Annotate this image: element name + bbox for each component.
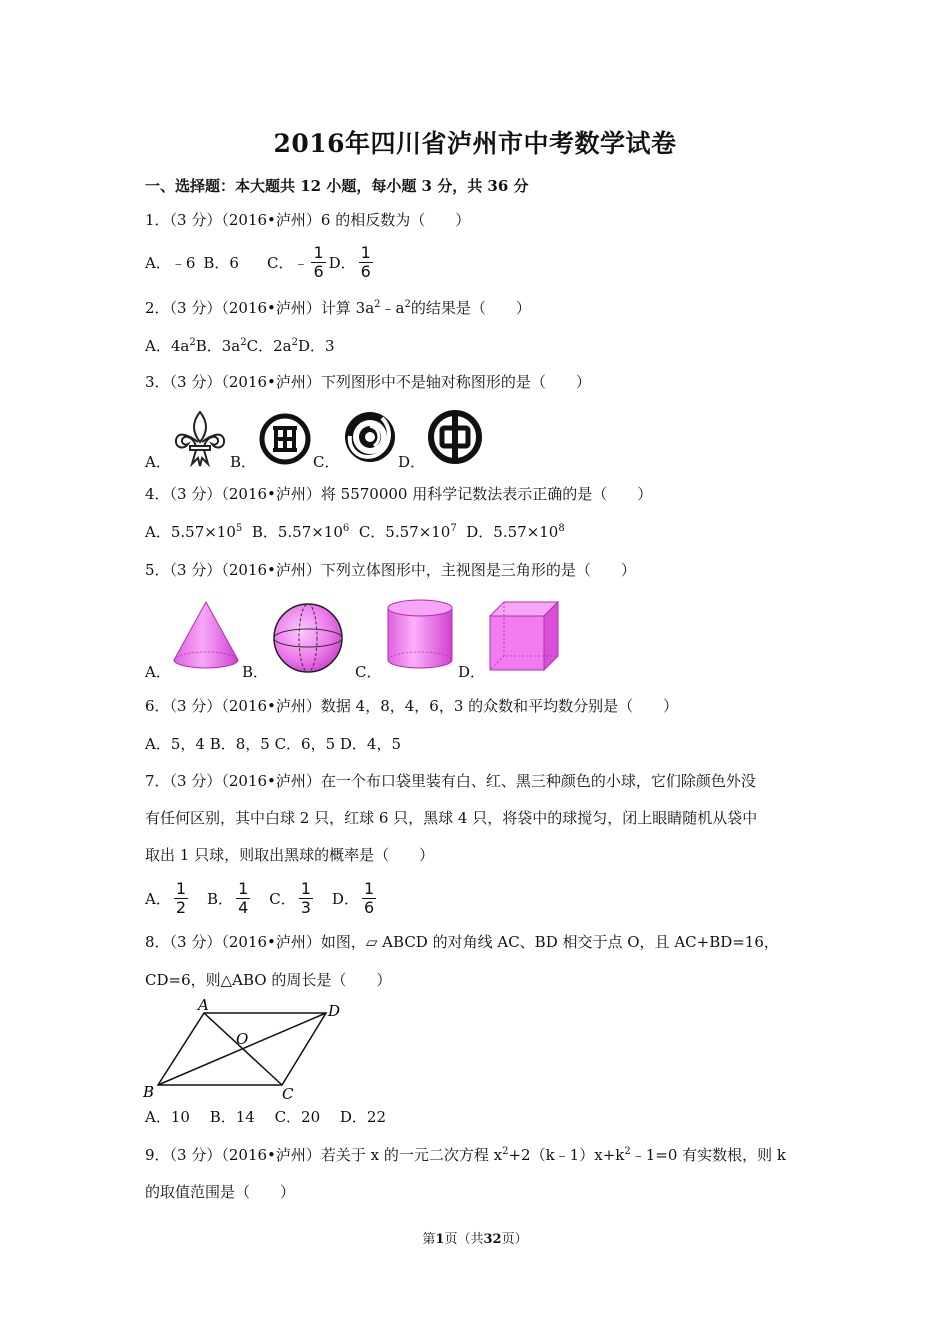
label-d: D [328,1002,341,1020]
q3-option-d: D． [398,453,426,471]
page-footer: 第1页（共32页） [422,1232,528,1247]
q7-line-2: 有任何区别，其中白球 2 只，红球 6 只，黑球 4 只，将袋中的球搅匀，闭上眼睛随机从袋中 [145,809,758,827]
q8-options: A．10 B．14 C．20 D．22 [145,1108,387,1126]
q9-line-1: 9．（3 分）（2016•泸州）若关于 x 的一元二次方程 $x^2+2(k﹣1)x+k^2﹣1=0$ 有实数根，则 k [145,1146,787,1164]
q8-line-1: 8．（3 分）（2016•泸州）如图，▱ ABCD 的对角线 AC、BD 相交于点 O，且 AC+BD=16， [145,933,779,951]
q1-option-a: A．﹣6 [145,253,196,272]
parallelogram-diagram [140,996,350,1102]
q5-option-c: C． [355,663,382,681]
page-title: 2016年四川省泸州市中考数学试卷 [273,129,677,158]
q2-stem: 2．（3 分）（2016•泸州）计算 $3a^2﹣a^2$的结果是（ ） [145,299,531,317]
q1-option-c: C．﹣ [266,253,309,272]
q7-line-1: 7．（3 分）（2016•泸州）在一个布口袋里装有白、红、黑三种颜色的小球，它们除颜色外没 [145,772,756,790]
q1-options [145,244,376,281]
q2-options: A．$4a^2B$．$3a^2C$．$2a^2D$．3 [145,337,335,355]
label-a: A [198,996,209,1014]
q1-option-b: B．6 [203,253,239,272]
q3-option-a: A． [145,453,171,471]
q1-stem: 1．（3 分）（2016•泸州）6 的相反数为（ ） [145,211,471,229]
q1-option-c-fraction: $\frac{1}{6}$ [313,243,324,281]
q1-option-d-fraction: $\frac{1}{6}$ [360,243,371,281]
q6-stem: 6．（3 分）（2016•泸州）数据 4，8，4，6，3 的众数和平均数分别是（ ） [145,697,679,715]
q5-stem: 5．（3 分）（2016•泸州）下列立体图形中，主视图是三角形的是（ ） [145,561,636,579]
section-heading: 一、选择题：本大题共 12 小题，每小题 3 分，共 36 分 [145,177,529,195]
spiral-logo-icon [340,408,400,466]
q7-option-a-fraction: $\frac{1}{2}$ [175,879,187,917]
q7-option-d: D． [331,889,359,908]
q3-stem: 3．（3 分）（2016•泸州）下列图形中不是轴对称图形的是（ ） [145,373,591,391]
cube-icon [486,598,562,674]
q3-option-c: C． [313,453,340,471]
cylinder-icon [384,598,456,672]
label-o: O [236,1030,249,1048]
diagonal-bd [158,1013,326,1085]
q5-option-b: B． [242,663,269,681]
q8-line-2: CD=6，则△ABO 的周长是（ ） [145,971,392,989]
fleur-de-lis-icon [172,408,228,468]
bank-logo-b-icon [256,412,314,466]
q3-option-b: B． [230,453,257,471]
q5-option-d: D． [458,663,486,681]
q9-line-2: 的取值范围是（ ） [145,1183,296,1201]
q7-option-c-fraction: $\frac{1}{3}$ [300,879,311,917]
q7-option-b-fraction: $\frac{1}{4}$ [238,879,249,917]
bank-of-china-logo-icon [425,408,485,466]
q7-option-d-fraction: $\frac{1}{6}$ [363,879,375,917]
q7-option-c: C． [269,889,296,908]
q1-option-d: D． [328,253,356,272]
label-c: C [282,1085,294,1102]
label-b: B [143,1083,155,1101]
q7-options [145,880,379,917]
q4-options: A．$5.57\times 10^5$ B．$5.57\times 10^6$ C．$5.57\times 10^7$ D．$5.57\times 10^8$ [145,523,565,541]
q6-options: A．5，4 B．8，5 C．6，5 D．4，5 [145,735,402,753]
q4-stem: 4．（3 分）（2016•泸州）将 5570000 用科学记数法表示正确的是（ ） [145,485,653,503]
sphere-icon [270,600,346,676]
q7-line-3: 取出 1 只球，则取出黑球的概率是（ ） [145,846,435,864]
q5-option-a: A． [145,663,171,681]
q7-option-b: B． [207,889,234,908]
q7-option-a: A． [145,889,171,908]
cone-icon [170,598,242,670]
